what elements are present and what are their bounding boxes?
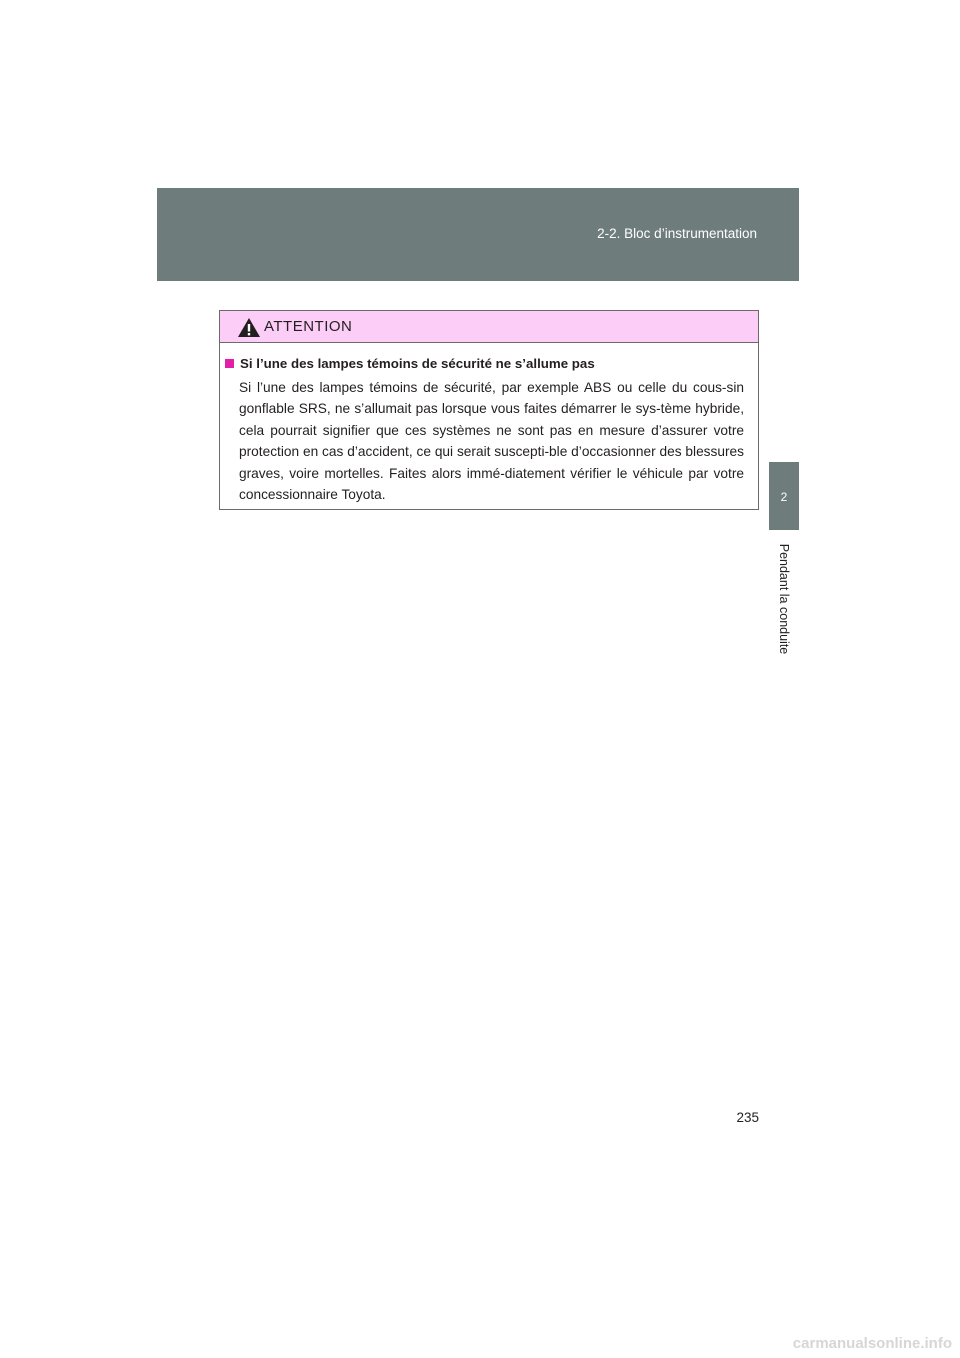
page-number: 235: [736, 1110, 759, 1125]
chapter-label: Pendant la conduite: [777, 543, 791, 655]
caution-body: [220, 343, 758, 505]
caution-item-text: Si l’une des lampes témoins de sécurité, par exemple ABS ou celle du cous-sin gonflable SRS, ne s’allumait pas lorsque vous faites démarrer le sys-tème hybride, cela pourrait signifier que ces systèmes ne sont pas en mesure d’assurer votre protection en cas d’accident, ce qui serait suscepti-ble d’occasionner des blessures graves, voire mortelles. Faites alors immé-diatement vérifier le véhicule par votre concessionnaire Toyota.: [239, 380, 744, 503]
header-band: [157, 188, 799, 281]
caution-item-heading: [220, 353, 744, 375]
chapter-tab: [769, 462, 799, 530]
caution-box: [219, 310, 759, 510]
watermark: carmanualsonline.info: [792, 1335, 952, 1352]
chapter-number: 2: [780, 490, 788, 504]
caution-header: [220, 311, 758, 343]
section-title: 2-2. Bloc d’instrumentation: [597, 226, 757, 241]
caution-title: ATTENTION: [264, 318, 353, 335]
caution-item-heading-text: Si l’une des lampes témoins de sécurité ne s’allume pas: [240, 356, 595, 371]
warning-triangle-icon: [237, 317, 261, 338]
square-bullet-icon: [225, 359, 234, 368]
